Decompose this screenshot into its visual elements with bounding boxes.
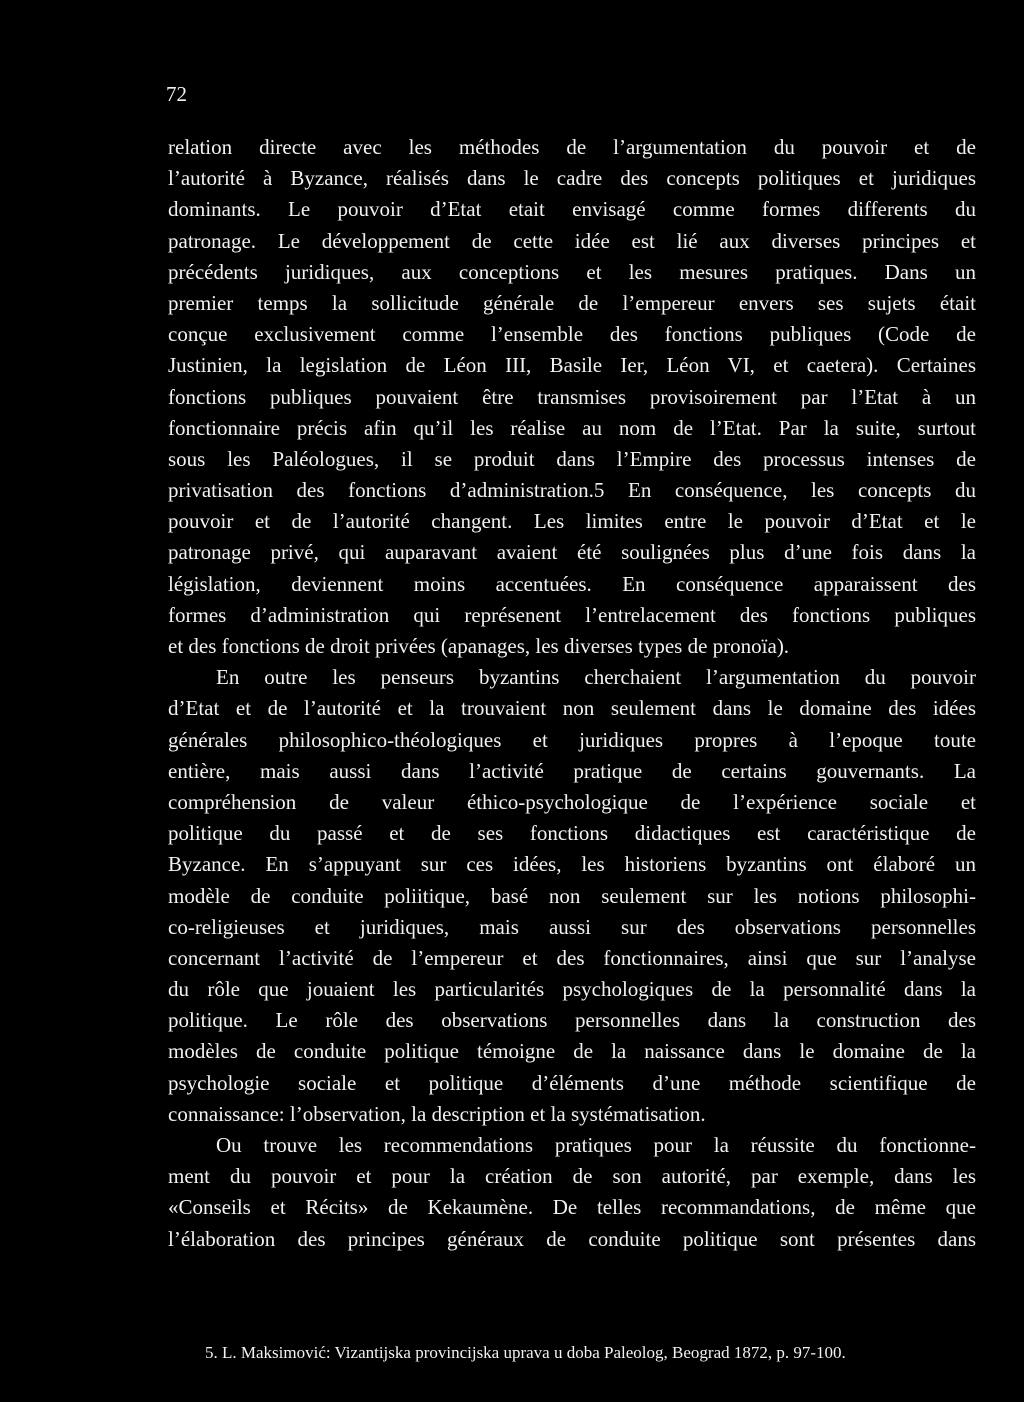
text-line: générales philosophico-théologiques et juridiques propres à l’epoque toute: [168, 727, 976, 752]
text-line: fonctions publiques pouvaient être transmises provisoirement par l’Etat à un: [168, 384, 976, 409]
text-line: l’autorité à Byzance, réalisés dans le cadre des concepts politiques et juridiques: [168, 166, 976, 191]
text-line: En outre les penseurs byzantins cherchaient l’argumentation du pouvoir: [216, 665, 976, 690]
body-text: [168, 132, 976, 1255]
page-number: 72: [166, 82, 187, 106]
text-line: co-religieuses et juridiques, mais aussi sur des observations personnelles: [168, 914, 976, 939]
text-line: législation, deviennent moins accentuées. En conséquence apparaissent des: [168, 571, 976, 596]
text-line: politique. Le rôle des observations personnelles dans la construction des: [168, 1008, 976, 1033]
text-line: psychologie sociale et politique d’éléments d’une méthode scientifique de: [168, 1070, 976, 1095]
text-line: «Conseils et Récits» de Kekaumène. De telles recommandations, de même que: [168, 1195, 976, 1220]
text-line: conçue exclusivement comme l’ensemble des fonctions publiques (Code de: [168, 322, 976, 347]
text-line: d’Etat et de l’autorité et la trouvaient non seulement dans le domaine des idées: [168, 696, 976, 721]
text-line: politique du passé et de ses fonctions didactiques est caractéristique de: [168, 821, 976, 846]
text-line: entière, mais aussi dans l’activité pratique de certains gouvernants. La: [168, 758, 976, 783]
text-line: Byzance. En s’appuyant sur ces idées, les historiens byzantins ont élaboré un: [168, 852, 976, 877]
text-line: l’élaboration des principes généraux de conduite politique sont présentes dans: [168, 1226, 976, 1251]
text-line: patronage. Le développement de cette idée est lié aux diverses principes et: [168, 228, 976, 253]
text-line: modèles de conduite politique témoigne de la naissance dans le domaine de la: [168, 1039, 976, 1064]
text-line: précédents juridiques, aux conceptions et les mesures pratiques. Dans un: [168, 259, 976, 284]
text-line: ment du pouvoir et pour la création de son autorité, par exemple, dans les: [168, 1164, 976, 1189]
text-line: formes d’administration qui représenent l’entrelacement des fonctions publiques: [168, 602, 976, 627]
text-line: Justinien, la legislation de Léon III, Basile Ier, Léon VI, et caetera). Certaines: [168, 353, 976, 378]
text-line: du rôle que jouaient les particularités psychologiques de la personnalité dans la: [168, 977, 976, 1002]
text-line: Ou trouve les recommendations pratiques pour la réussite du fonctionne-: [216, 1133, 976, 1157]
text-line: relation directe avec les méthodes de l’argumentation du pouvoir et de: [168, 135, 976, 159]
text-line: patronage privé, qui auparavant avaient été soulignées plus d’une fois dans la: [168, 540, 976, 565]
text-line: sous les Paléologues, il se produit dans l’Empire des processus intenses de: [168, 446, 976, 471]
text-line: pouvoir et de l’autorité changent. Les limites entre le pouvoir d’Etat et le: [168, 509, 976, 534]
text-line: concernant l’activité de l’empereur et des fonctionnaires, ainsi que sur l’analyse: [168, 945, 976, 970]
text-line: connaissance: l’observation, la description et la systématisation.: [168, 1101, 706, 1126]
text-line: compréhension de valeur éthico-psychologique de l’expérience sociale et: [168, 789, 976, 814]
footnote: 5. L. Maksimović: Vizantijska provincijska uprava u doba Paleolog, Beograd 1872, p. 97-100.: [205, 1343, 846, 1362]
text-line: dominants. Le pouvoir d’Etat etait envisagé comme formes differents du: [168, 197, 976, 222]
text-line: premier temps la sollicitude générale de l’empereur envers ses sujets était: [168, 290, 976, 315]
text-line: et des fonctions de droit privées (apanages, les diverses types de pronoïa).: [168, 634, 790, 658]
text-line: privatisation des fonctions d’administration.5 En conséquence, les concepts du: [168, 478, 976, 503]
text-line: fonctionnaire précis afin qu’il les réalise au nom de l’Etat. Par la suite, surtout: [168, 415, 976, 440]
text-line: modèle de conduite poliitique, basé non seulement sur les notions philosophi-: [168, 883, 976, 908]
